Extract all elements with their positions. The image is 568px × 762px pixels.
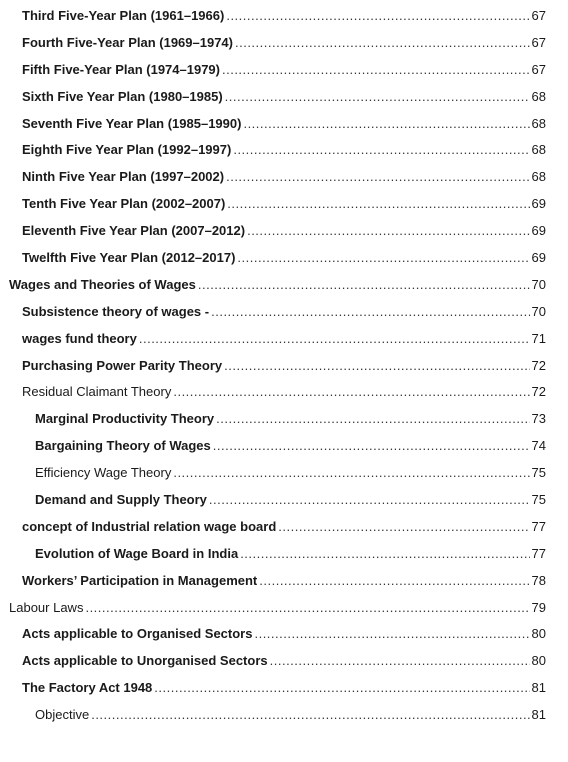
toc-entry-title[interactable]: Eleventh Five Year Plan (2007–2012) xyxy=(22,223,246,239)
toc-entry-title[interactable]: Purchasing Power Parity Theory xyxy=(22,357,223,373)
toc-entry-title[interactable]: Sixth Five Year Plan (1980–1985) xyxy=(22,88,223,104)
toc-entry-title[interactable]: Marginal Productivity Theory xyxy=(35,411,215,427)
dot-leader xyxy=(213,433,530,460)
dot-leader xyxy=(240,541,529,568)
toc-entry-title[interactable]: Labour Laws xyxy=(9,599,84,615)
toc-entry-page-number: 77 xyxy=(531,518,546,534)
toc-entry[interactable] xyxy=(0,433,568,460)
toc-entry-title[interactable]: wages fund theory xyxy=(22,330,137,346)
toc-entry-title[interactable]: Acts applicable to Unorganised Sectors xyxy=(22,653,268,669)
toc-entry[interactable] xyxy=(0,460,568,487)
toc-entry-page-number: 68 xyxy=(531,169,546,185)
toc-entry-title[interactable]: concept of Industrial relation wage board xyxy=(22,518,277,534)
toc-entry-title[interactable]: Ninth Five Year Plan (1997–2002) xyxy=(22,169,225,185)
dot-leader xyxy=(278,514,529,541)
toc-entry-page-number: 81 xyxy=(531,707,546,723)
toc-entry[interactable] xyxy=(0,621,568,648)
dot-leader xyxy=(225,84,530,111)
toc-entry-page-number: 77 xyxy=(531,545,546,561)
toc-entry-page-number: 69 xyxy=(531,250,546,266)
toc-entry[interactable] xyxy=(0,675,568,702)
toc-entry[interactable] xyxy=(0,57,568,84)
dot-leader xyxy=(211,299,529,326)
toc-entry-page-number: 79 xyxy=(531,599,546,615)
toc-entry[interactable] xyxy=(0,272,568,299)
toc-entry[interactable] xyxy=(0,84,568,111)
toc-entry-title[interactable]: Fifth Five-Year Plan (1974–1979) xyxy=(22,61,220,77)
toc-entry[interactable] xyxy=(0,353,568,380)
dot-leader xyxy=(243,111,529,138)
toc-entry[interactable] xyxy=(0,137,568,164)
dot-leader xyxy=(224,353,529,380)
dot-leader xyxy=(91,702,529,729)
dot-leader xyxy=(216,406,529,433)
toc-entry[interactable] xyxy=(0,568,568,595)
toc-entry-page-number: 75 xyxy=(531,492,546,508)
toc-entry-page-number: 69 xyxy=(531,223,546,239)
toc-entry-page-number: 74 xyxy=(531,438,546,454)
toc-entry[interactable] xyxy=(0,326,568,353)
toc-entry-page-number: 67 xyxy=(531,61,546,77)
toc-entry[interactable] xyxy=(0,648,568,675)
toc-entry-title[interactable]: Fourth Five-Year Plan (1969–1974) xyxy=(22,34,233,50)
toc-entry-title[interactable]: Eighth Five Year Plan (1992–1997) xyxy=(22,142,232,158)
dot-leader xyxy=(226,3,529,30)
toc-entry-title[interactable]: The Factory Act 1948 xyxy=(22,680,153,696)
toc-entry-page-number: 68 xyxy=(531,142,546,158)
toc-entry-title[interactable]: Third Five-Year Plan (1961–1966) xyxy=(22,8,225,23)
toc-entry-title[interactable]: Tenth Five Year Plan (2002–2007) xyxy=(22,196,226,212)
dot-leader xyxy=(237,245,529,272)
toc-entry[interactable] xyxy=(0,299,568,326)
toc-entry-page-number: 72 xyxy=(531,357,546,373)
toc-entry-title[interactable]: Seventh Five Year Plan (1985–1990) xyxy=(22,115,242,131)
dot-leader xyxy=(209,487,530,514)
toc-entry-page-number: 68 xyxy=(531,115,546,131)
dot-leader xyxy=(226,164,529,191)
dot-leader xyxy=(154,675,529,702)
toc-entry[interactable] xyxy=(0,30,568,57)
toc-entry-title[interactable]: Workers’ Participation in Management xyxy=(22,572,258,588)
toc-entry-page-number: 67 xyxy=(531,34,546,50)
dot-leader xyxy=(233,137,529,164)
toc-entry-page-number: 70 xyxy=(531,303,546,319)
toc-entry-title[interactable]: Wages and Theories of Wages xyxy=(9,276,196,292)
toc-entry-page-number: 80 xyxy=(531,626,546,642)
toc-entry[interactable] xyxy=(0,245,568,272)
dot-leader xyxy=(198,272,530,299)
toc-entry-page-number: 78 xyxy=(531,572,546,588)
dot-leader xyxy=(270,648,530,675)
dot-leader xyxy=(222,57,530,84)
toc-entry-title[interactable]: Residual Claimant Theory xyxy=(22,384,172,400)
toc-entry[interactable] xyxy=(0,595,568,622)
toc-entry[interactable] xyxy=(0,514,568,541)
toc-entry[interactable] xyxy=(0,111,568,138)
toc-entry-page-number: 75 xyxy=(531,465,546,481)
dot-leader xyxy=(173,460,529,487)
toc-entry-title[interactable]: Bargaining Theory of Wages xyxy=(35,438,211,454)
toc-entry-page-number: 80 xyxy=(531,653,546,669)
toc-entry[interactable] xyxy=(0,218,568,245)
toc-entry-page-number: 67 xyxy=(531,8,546,23)
toc-entry-page-number: 73 xyxy=(531,411,546,427)
toc-entry-title[interactable]: Objective xyxy=(35,707,90,723)
toc-entry-title[interactable]: Subsistence theory of wages - xyxy=(22,303,210,319)
dot-leader xyxy=(259,568,529,595)
toc-entry-title[interactable]: Demand and Supply Theory xyxy=(35,492,207,508)
toc-entry-page-number: 68 xyxy=(531,88,546,104)
toc-entry-page-number: 72 xyxy=(531,384,546,400)
toc-entry[interactable] xyxy=(0,379,568,406)
dot-leader xyxy=(254,621,529,648)
toc-entry[interactable] xyxy=(0,3,568,30)
dot-leader xyxy=(85,595,529,622)
toc-entry-page-number: 70 xyxy=(531,276,546,292)
toc-entry[interactable] xyxy=(0,164,568,191)
dot-leader xyxy=(235,30,530,57)
toc-entry[interactable] xyxy=(0,702,568,729)
toc-entry-title[interactable]: Twelfth Five Year Plan (2012–2017) xyxy=(22,250,236,266)
toc-entry-title[interactable]: Acts applicable to Organised Sectors xyxy=(22,626,253,642)
dot-leader xyxy=(227,191,529,218)
dot-leader xyxy=(247,218,529,245)
toc-entry-page-number: 69 xyxy=(531,196,546,212)
toc-entry-title[interactable]: Efficiency Wage Theory xyxy=(35,465,172,481)
toc-entry[interactable] xyxy=(0,487,568,514)
toc-entry-title[interactable]: Evolution of Wage Board in India xyxy=(35,545,239,561)
toc-entry[interactable] xyxy=(0,541,568,568)
toc-entry[interactable] xyxy=(0,406,568,433)
dot-leader xyxy=(139,326,530,353)
toc-entry-page-number: 81 xyxy=(531,680,546,696)
toc-entry-page-number: 71 xyxy=(531,330,546,346)
table-of-contents xyxy=(0,3,568,729)
toc-entry[interactable] xyxy=(0,191,568,218)
dot-leader xyxy=(173,379,529,406)
